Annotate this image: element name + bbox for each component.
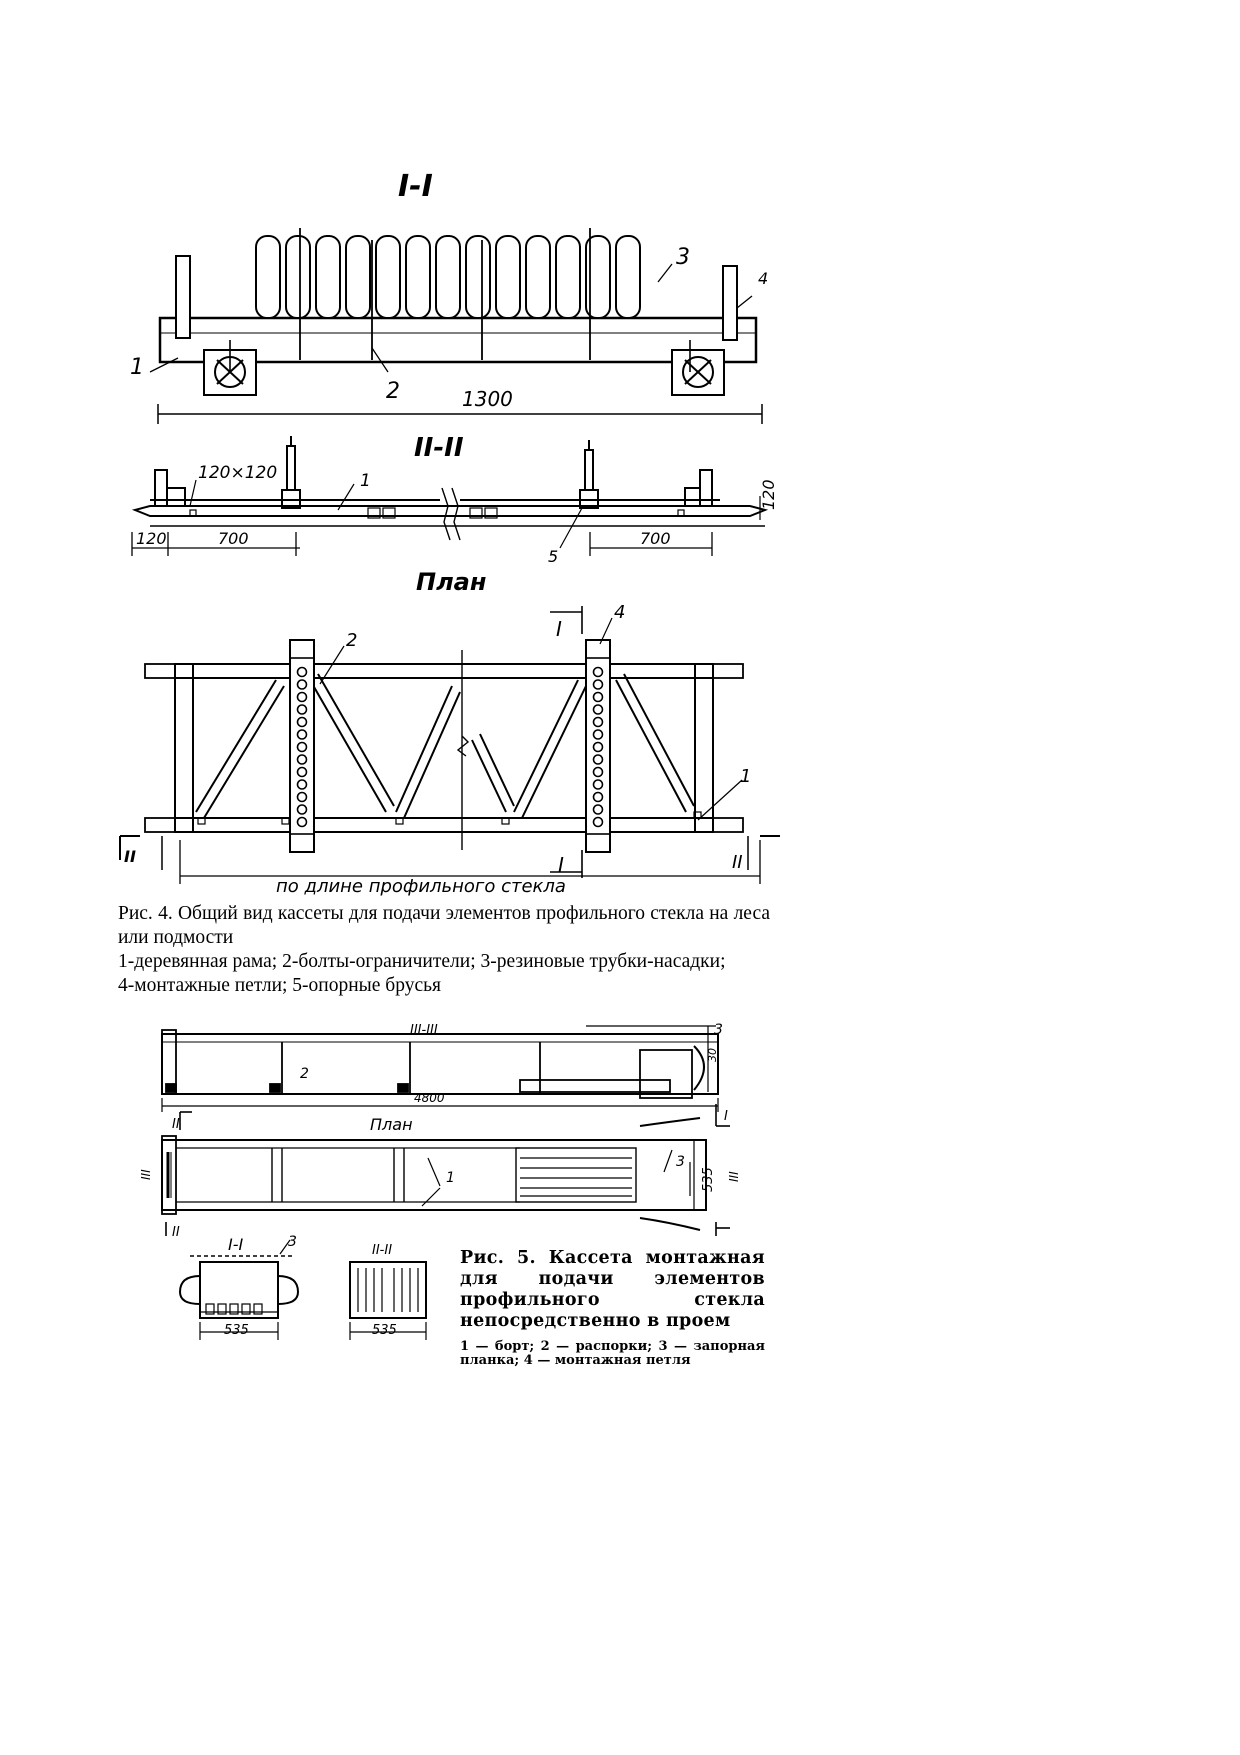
dimension-120-vertical: 120 (759, 479, 778, 510)
section-i-i-small-label: I-I (228, 1235, 244, 1254)
callout-3: 3 (288, 1234, 297, 1250)
figure-5-caption (460, 1248, 765, 1368)
plan-title: План (416, 568, 487, 596)
dimension-30: 30 (706, 1048, 719, 1062)
dimension-700: 700 (640, 529, 671, 548)
callout-3: 3 (676, 1154, 685, 1170)
callout-5: 5 (548, 547, 559, 566)
plan-title: План (370, 1115, 413, 1134)
figure-5-caption-title: Рис. 5. Кассета монтажная для подачи элементов профильного стекла непосредственно в проем (460, 1248, 765, 1331)
section-marker-ii-left: II (124, 847, 136, 866)
callout-1: 1 (130, 355, 144, 380)
dimension-1300: 1300 (462, 387, 513, 411)
section-marker-ii-top: II (172, 1117, 180, 1132)
dimension-120x120: 120×120 (198, 463, 278, 483)
plan-view-cassette (162, 1118, 706, 1230)
section-marker-ii-bottom: II (172, 1225, 180, 1240)
callout-1: 1 (446, 1170, 455, 1186)
figure-4-caption-title: Рис. 4. Общий вид кассеты для подачи элементов профильного стекла на леса или подмости (118, 903, 770, 948)
section-iii-iii-view (162, 1026, 718, 1098)
dimension-4800: 4800 (414, 1091, 445, 1105)
section-marker-i-top: I (556, 617, 562, 641)
figure-4-caption-legend-line-2: 4-монтажные петли; 5-опорные брусья (118, 975, 441, 996)
section-marker-ii-right: II (732, 852, 743, 873)
section-marker-i-bottom: I (558, 853, 564, 877)
dimension-120: 120 (136, 529, 167, 548)
section-marker-iii-right: III (727, 1171, 741, 1182)
callout-2: 2 (346, 630, 358, 651)
callout-1: 1 (360, 471, 371, 491)
callout-2: 2 (386, 379, 400, 404)
section-ii-ii-small-label: II-II (372, 1243, 393, 1258)
callout-3: 3 (714, 1022, 723, 1038)
section-iii-iii-label: III-III (410, 1023, 438, 1038)
dimension-535: 535 (224, 1323, 249, 1338)
callout-4: 4 (758, 269, 769, 288)
plan-length-label: по длине профильного стекла (276, 876, 566, 897)
callout-3: 3 (676, 245, 690, 270)
figure-4-caption-legend-line-1: 1-деревянная рама; 2-болты-ограничители; 3-резиновые трубки-насадки; (118, 951, 726, 972)
callout-1: 1 (740, 766, 752, 787)
callout-2: 2 (300, 1066, 309, 1082)
dimension-535: 535 (372, 1323, 397, 1338)
section-i-i-label: I-I (398, 169, 433, 204)
callout-4: 4 (614, 602, 626, 623)
section-marker-iii-left: III (139, 1169, 153, 1180)
figure-5-caption-legend: 1 — борт; 2 — распорки; 3 — запорная планка; 4 — монтажная петля (460, 1339, 765, 1368)
section-marker-i-right: I (724, 1109, 728, 1124)
dimension-535-plan: 535 (701, 1167, 716, 1192)
section-ii-ii-label: II-II (414, 433, 464, 463)
dimension-700: 700 (218, 529, 249, 548)
